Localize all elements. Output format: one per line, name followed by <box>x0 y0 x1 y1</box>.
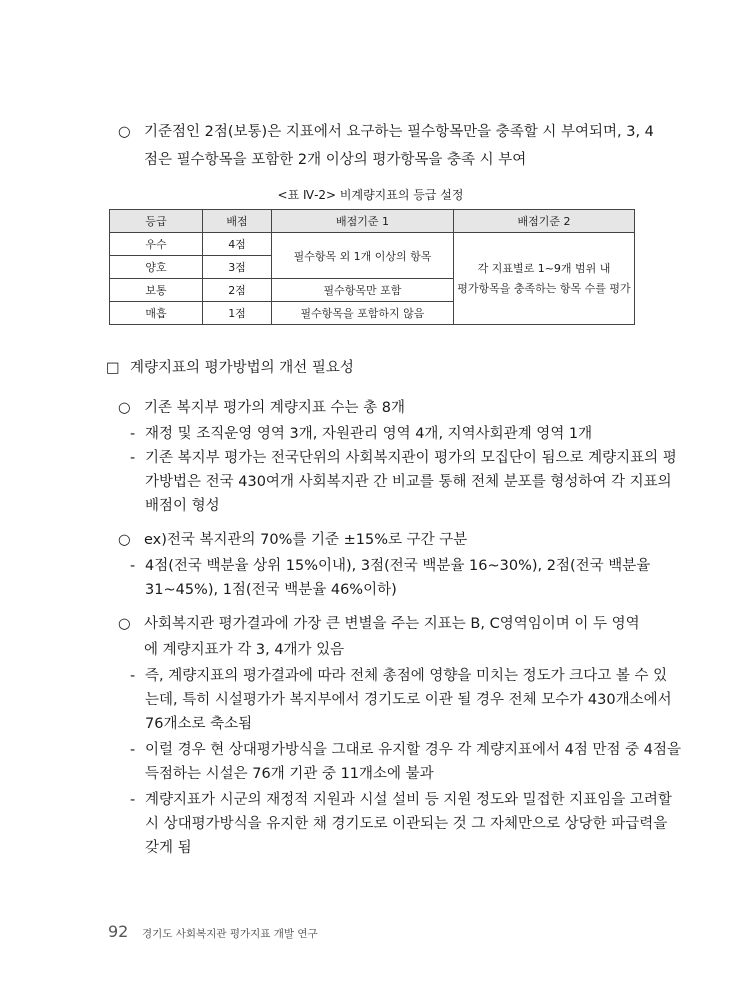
section-title: 계량지표의 평가방법의 개선 필요성 <box>130 360 354 376</box>
item-3-line-1: 사회복지관 평가결과에 가장 큰 변별을 주는 지표는 B, C영역임이며 이 두 영역 <box>144 616 640 632</box>
item-3-sub-1-line-3: 76개소로 축소됨 <box>145 716 253 732</box>
item-2-bullet: ○ <box>118 532 131 548</box>
item-3-sub-1-dash: - <box>130 668 136 684</box>
header-criteria-1: 배점기준 1 <box>272 210 454 233</box>
header-grade: 등급 <box>110 210 203 233</box>
cell-criteria-1-merged: 필수항목 외 1개 이상의 항목 <box>272 233 454 279</box>
item-3-sub-1-line-2: 는데, 특히 시설평가가 복지부에서 경기도로 이관 될 경우 전체 모수가 430개소에서 <box>145 692 672 708</box>
item-1-text: 기존 복지부 평가의 계량지표 수는 총 8개 <box>144 400 405 416</box>
item-3-sub-2-dash: - <box>130 742 136 758</box>
intro-line-2: 점은 필수항목을 포함한 2개 이상의 평가항목을 충족 시 부여 <box>144 152 527 168</box>
cell-grade: 양호 <box>110 256 203 279</box>
page-number: 92 <box>108 922 129 941</box>
item-1-bullet: ○ <box>118 400 131 416</box>
item-3-sub-3-dash: - <box>130 792 136 808</box>
header-criteria-2: 배점기준 2 <box>454 210 635 233</box>
item-3-line-2: 에 계량지표가 각 3, 4개가 있음 <box>144 642 345 658</box>
criteria-2-line-1: 각 지표별로 1~9개 범위 내 <box>477 261 611 275</box>
cell-score: 3점 <box>203 256 272 279</box>
item-3-sub-2-line-2: 득점하는 시설은 76개 기관 중 11개소에 불과 <box>145 766 434 782</box>
cell-score: 2점 <box>203 279 272 302</box>
item-2-text: ex)전국 복지관의 70%를 기준 ±15%로 구간 구분 <box>144 532 468 548</box>
item-3-sub-2-line-1: 이럴 경우 현 상대평가방식을 그대로 유지할 경우 각 계량지표에서 4점 만점 중 4점을 <box>145 742 681 758</box>
table-header-row <box>110 210 635 233</box>
cell-criteria-1: 필수항목만 포함 <box>272 279 454 302</box>
cell-score: 4점 <box>203 233 272 256</box>
section-box: □ <box>106 360 120 376</box>
item-3-bullet: ○ <box>118 616 131 632</box>
item-1-sub-2-line-3: 배점이 형성 <box>145 498 220 514</box>
item-2-sub-1-line-2: 31~45%), 1점(전국 백분율 46%이하) <box>145 582 397 598</box>
item-1-sub-1-dash: - <box>130 426 136 442</box>
item-3-sub-3-line-3: 갖게 됨 <box>145 840 192 856</box>
item-3-sub-3-line-1: 계량지표가 시군의 재정적 지원과 시설 설비 등 지원 정도와 밀접한 지표임을 고려할 <box>145 792 672 808</box>
item-3-sub-1-line-1: 즉, 계량지표의 평가결과에 따라 전체 총점에 영향을 미치는 정도가 크다고 볼 수 있 <box>145 668 668 684</box>
cell-criteria-2 <box>454 233 635 325</box>
item-1-sub-2-line-2: 가방법은 전국 430여개 사회복지관 간 비교를 통해 전체 분포를 형성하여 각 지표의 <box>145 474 672 490</box>
cell-criteria-1: 필수항목을 포함하지 않음 <box>272 302 454 325</box>
table-row <box>110 233 635 256</box>
intro-line-1: 기준점인 2점(보통)은 지표에서 요구하는 필수항목만을 충족할 시 부여되며, 3, 4 <box>144 124 654 140</box>
item-1-sub-2-line-1: 기존 복지부 평가는 전국단위의 사회복지관이 평가의 모집단이 됨으로 계량지표의 평 <box>145 450 677 466</box>
cell-grade: 우수 <box>110 233 203 256</box>
item-2-sub-1-line-1: 4점(전국 백분율 상위 15%이내), 3점(전국 백분율 16~30%), 2점(전국 백분율 <box>145 558 651 574</box>
item-1-sub-2-dash: - <box>130 450 136 466</box>
table-caption: <표 Ⅳ-2> 비계량지표의 등급 설정 <box>277 188 464 202</box>
item-1-sub-1-line-1: 재정 및 조직운영 영역 3개, 자원관리 영역 4개, 지역사회관계 영역 1개 <box>145 426 593 442</box>
footer-title: 경기도 사회복지관 평가지표 개발 연구 <box>142 928 318 940</box>
criteria-2-line-2: 평가항목을 충족하는 항목 수를 평가 <box>457 281 631 295</box>
grade-table <box>109 209 635 325</box>
cell-score: 1점 <box>203 302 272 325</box>
cell-grade: 보통 <box>110 279 203 302</box>
cell-grade: 매흡 <box>110 302 203 325</box>
intro-bullet: ○ <box>118 124 131 140</box>
header-score: 배점 <box>203 210 272 233</box>
item-2-sub-1-dash: - <box>130 558 136 574</box>
item-3-sub-3-line-2: 시 상대평가방식을 유지한 채 경기도로 이관되는 것 그 자체만으로 상당한 파급력을 <box>145 816 668 832</box>
